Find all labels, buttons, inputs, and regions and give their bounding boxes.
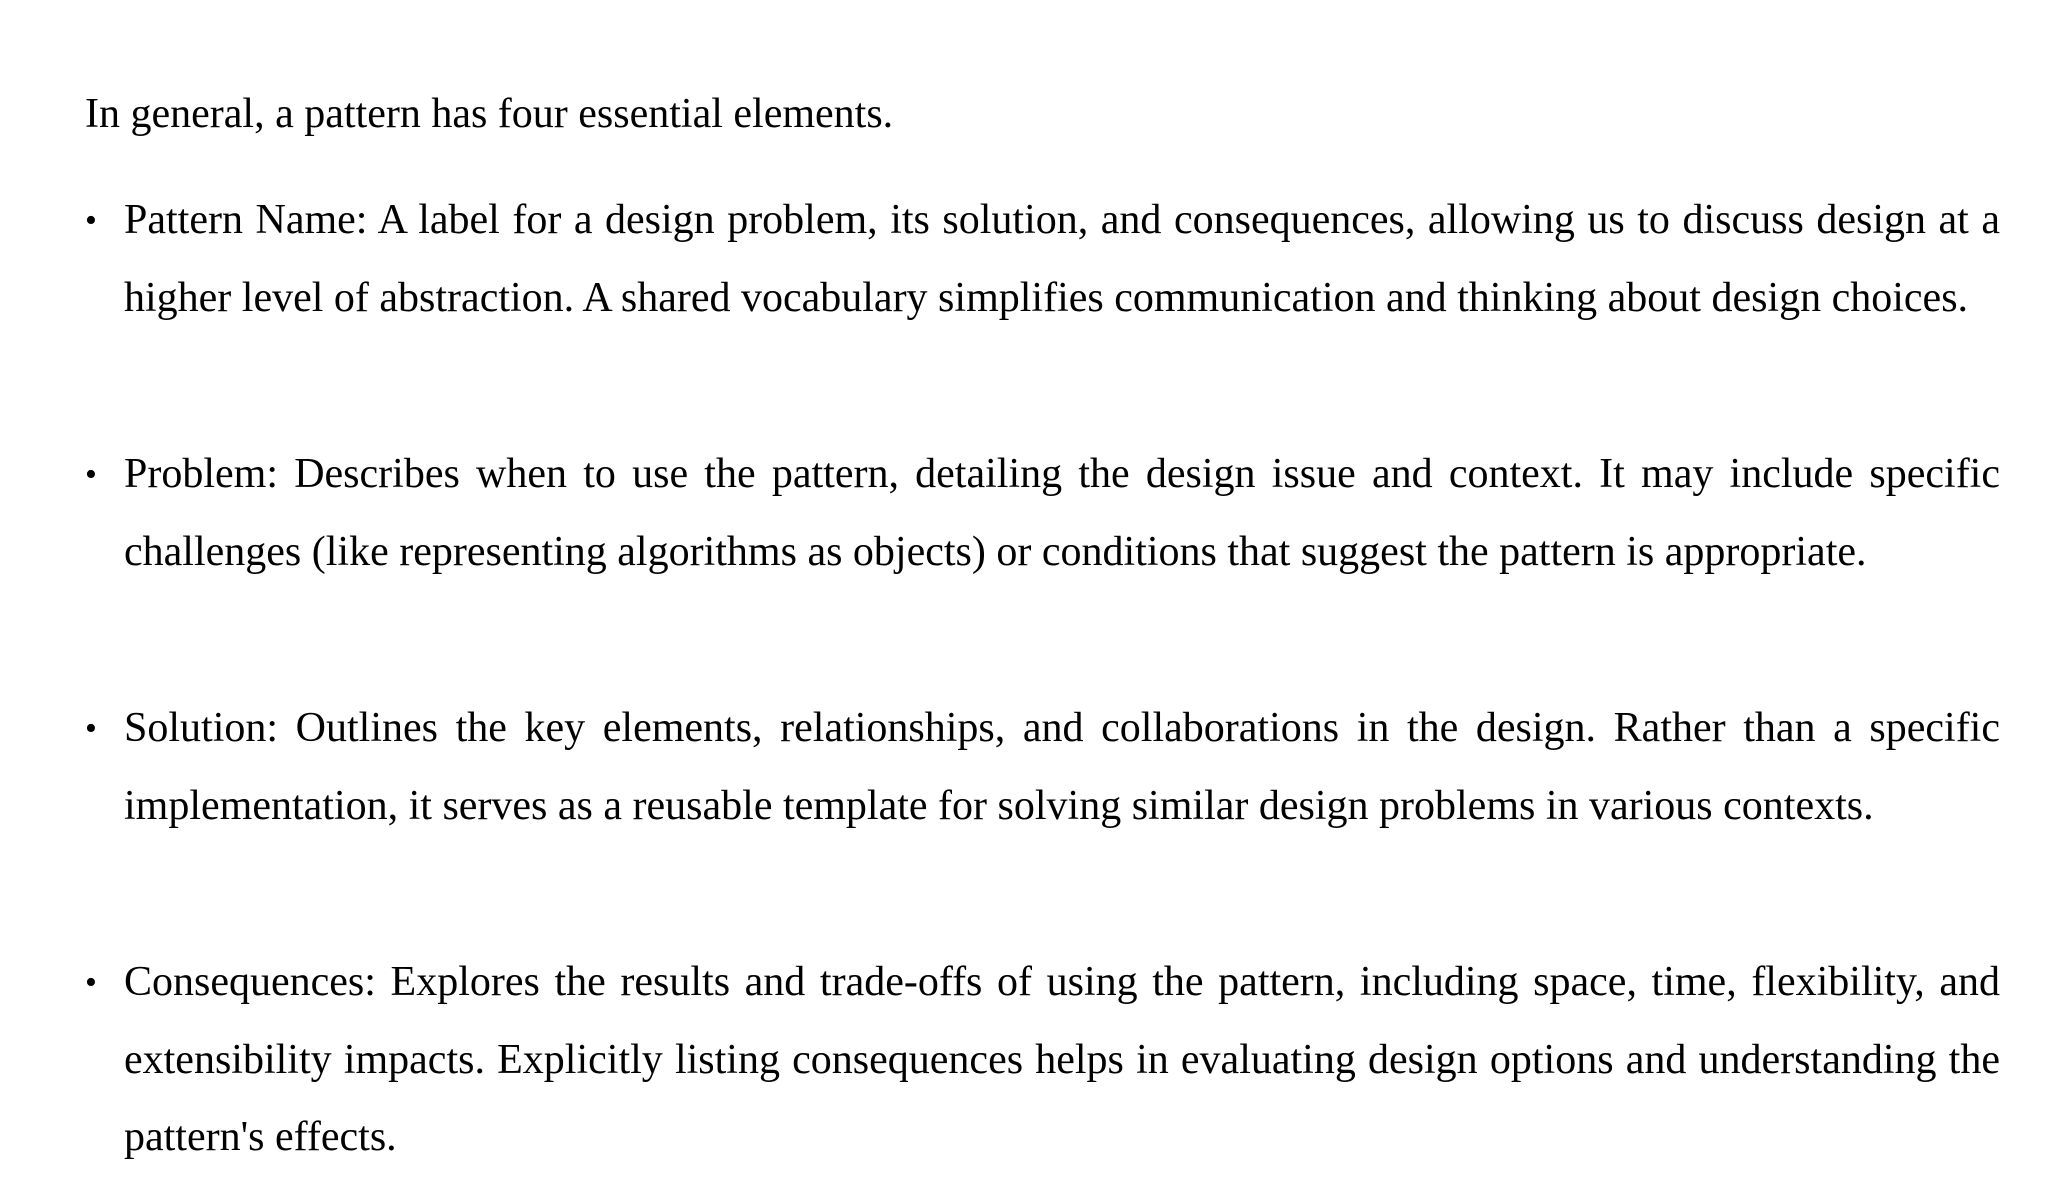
bullet-item-consequences [85,944,2000,1177]
bullet-item-problem [85,436,2000,591]
bullet-text: Solution: Outlines the key elements, relationships, and collaborations in the design. Rather than a specific implementation, it serves as a reusable template for solving similar design problems in various contexts. [124,705,2000,829]
bullet-item-solution [85,690,2000,845]
intro-paragraph: In general, a pattern has four essential elements. [85,91,894,137]
bullet-text: Pattern Name: A label for a design problem, its solution, and consequences, allowing us to discuss design at a higher level of abstraction. A shared vocabulary simplifies communication and thinking about design choices. [124,197,2000,321]
elements-bullet-list [85,182,2000,1177]
bullet-text: Problem: Describes when to use the pattern, detailing the design issue and context. It may include specific challenges (like representing algorithms as objects) or conditions that suggest the pattern is appropriate. [124,451,2000,575]
bullet-item-pattern-name [85,182,2000,337]
bullet-icon: • [85,710,97,747]
bullet-icon: • [85,456,97,493]
bullet-icon: • [85,202,97,239]
bullet-text: Consequences: Explores the results and trade-offs of using the pattern, including space, time, flexibility, and extensibility impacts. Explicitly listing consequences helps in evaluating design options and understanding the pattern's effects. [124,959,2000,1160]
bullet-icon: • [85,964,97,1001]
